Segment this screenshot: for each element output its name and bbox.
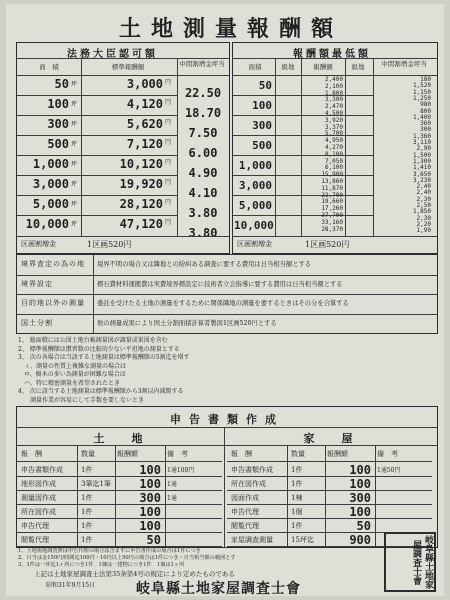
left-footer-label: 区画割増金 — [21, 240, 56, 248]
left-row-fee: 5,620 — [126, 117, 163, 131]
unit-yen: 円 — [165, 199, 172, 206]
right-fee-value: 4,270 — [324, 144, 343, 151]
rule-label: 国土分割 — [21, 318, 53, 327]
rank-label — [279, 227, 284, 234]
right-fee-value: 28,370 — [321, 225, 343, 233]
right-row-area: 5,000 — [238, 199, 272, 212]
right-add-value: 2,50 — [416, 202, 431, 209]
col-fee: 標準報酬額 — [111, 63, 145, 71]
rank-label — [279, 97, 284, 104]
bottom-note-line: 2、日当は金150円/時間迄100円・10円以上50円の場合は1件につき・日当相当額の範囲とす — [18, 555, 236, 561]
rule-text: 他の測量成果により国土分割面積計算者製図1区画520円とする — [97, 319, 277, 327]
right-add-value: 1,500 — [412, 151, 431, 159]
page-title: 土地測量報酬額 — [118, 16, 343, 42]
right-fee-value: 33,160 — [321, 218, 343, 226]
right-add-value: 1,300 — [412, 157, 431, 165]
right-add-value: 300 — [420, 126, 431, 134]
house-row-qty: 1個 — [291, 508, 303, 516]
right-fee-value: 11,870 — [321, 184, 343, 192]
left-row-area: 50 — [54, 77, 69, 91]
rule-label: 目的地以外の測量 — [21, 299, 85, 307]
house-row-qty: 15坪迄 — [291, 536, 314, 544]
right-min-fee-table — [232, 42, 438, 254]
right-table-header: 報酬額最低額 — [293, 49, 371, 60]
right-fee-value: 19,660 — [321, 198, 343, 206]
house-row-note: 1通50円 — [377, 467, 401, 474]
land-row-qty: 1件 — [81, 466, 93, 474]
col-divider — [287, 445, 288, 547]
declaration-title: 申告書類作成 — [170, 413, 284, 426]
col-r-area: 面積 — [248, 63, 262, 71]
col-divider — [115, 445, 116, 547]
left-row-add: 18.70 — [184, 106, 222, 120]
land-row-name: 閲覧代理 — [21, 536, 49, 544]
row-divider — [17, 115, 177, 116]
land-row-qty: 3筆迄1筆 — [81, 480, 111, 488]
left-row-add: 4.10 — [188, 186, 218, 200]
rank-label — [279, 104, 284, 111]
note-line: ロ、樹木の多い為測量が困難な場合は — [18, 371, 126, 378]
header-divider — [227, 461, 432, 462]
right-fee-value: 4,950 — [324, 137, 343, 145]
right-fee-value: 15,900 — [321, 171, 343, 179]
house-row-name: 図面作成 — [231, 494, 259, 502]
rank-label — [279, 186, 284, 193]
land-row-qty: 1件 — [81, 536, 93, 544]
land-col-header: 数量 — [81, 450, 95, 458]
land-row-fee: 100 — [139, 505, 161, 519]
rank-label — [279, 91, 284, 98]
house-row-qty: 1件 — [291, 480, 303, 488]
right-add-value: 2,90 — [416, 145, 431, 153]
right-add-value: 1,520 — [412, 82, 431, 90]
land-title: 土 地 — [93, 432, 151, 445]
rank-label — [279, 145, 284, 152]
unit-yen: 円 — [165, 219, 172, 226]
house-row-fee: 300 — [349, 491, 371, 505]
right-add-value: 2,40 — [416, 189, 431, 197]
row-divider — [17, 95, 177, 96]
rank-label — [279, 213, 284, 220]
row-divider — [17, 155, 177, 156]
rule-label: 境界設定 — [21, 279, 53, 288]
note-line: 4、 次に該当する土地測量は標準報酬額から3割以内減額する — [18, 388, 184, 395]
document-page — [6, 4, 444, 596]
left-row-add: 3.80 — [188, 206, 218, 220]
left-row-add: 6.00 — [188, 146, 218, 160]
unit-tsubo: 坪 — [71, 121, 78, 128]
unit-tsubo: 坪 — [71, 141, 78, 148]
right-fee-value: 3,300 — [324, 96, 343, 104]
house-row-fee: 100 — [349, 505, 371, 519]
right-fee-value: 3,920 — [324, 116, 343, 124]
rank-label — [279, 199, 284, 206]
right-add-value: 2,20 — [416, 220, 431, 228]
col-add: 中間割増金坪当 — [179, 60, 225, 68]
left-row-add: 7.50 — [188, 126, 218, 140]
land-col-header: 備 考 — [167, 450, 188, 458]
right-row-area: 50 — [258, 79, 272, 92]
col-divider — [325, 445, 326, 547]
rank-label — [279, 131, 284, 138]
note-line: 3、 次の各場合は当該する土地測量は標準報酬額の5割迄を増す — [18, 354, 190, 361]
right-add-value: 800 — [420, 107, 431, 115]
house-row-name: 申告代理 — [231, 508, 259, 516]
right-row-area: 3,000 — [238, 179, 272, 192]
unit-yen: 円 — [165, 99, 172, 106]
left-table-header: 法務大臣認可額 — [67, 49, 158, 60]
right-footer-value: 1区画520円 — [305, 240, 350, 249]
rank-label — [279, 111, 284, 118]
unit-tsubo: 坪 — [71, 81, 78, 88]
right-row-area: 300 — [252, 119, 272, 132]
rule-col-divider — [93, 255, 94, 333]
left-row-area: 3,000 — [32, 177, 69, 191]
rule-text: 標石費材料運搬費は実費境界標設定に技術者立会指導に要する費用は日当相当額とする — [97, 280, 343, 288]
col-divider — [165, 445, 166, 547]
rank-label — [279, 179, 284, 186]
rank-label — [279, 118, 284, 125]
land-row-name: 地形図作成 — [21, 480, 56, 488]
unit-tsubo: 坪 — [71, 161, 78, 168]
land-row-name: 申告代理 — [21, 522, 49, 530]
left-row-fee: 28,120 — [119, 197, 163, 211]
col-r-fee: 報酬額 — [313, 63, 333, 71]
unit-yen: 円 — [165, 79, 172, 86]
col-area: 面 積 — [39, 63, 59, 71]
rank-label — [279, 159, 284, 166]
land-row-fee: 50 — [146, 533, 161, 547]
right-row-area: 500 — [252, 139, 272, 152]
note-line: 2、 標準報酬額は慣習数の比較的少ない平坦地の測量とする — [18, 345, 180, 353]
rank-label — [279, 193, 284, 200]
unit-yen: 円 — [165, 119, 172, 126]
row-divider — [17, 135, 177, 136]
left-row-add: 4.90 — [188, 166, 218, 180]
left-row-add: 22.50 — [184, 86, 222, 100]
note-line: 測量作業が容易にして手数を要しないとき — [18, 396, 145, 404]
house-col-header: 備 考 — [377, 450, 398, 458]
right-fee-value: 4,500 — [324, 110, 343, 117]
row-divider — [17, 175, 177, 176]
unit-tsubo: 坪 — [71, 181, 78, 188]
right-add-value: 1,400 — [412, 113, 431, 121]
bottom-note-line: 3、1件は一坪迄1ヶ所につき1件 1棟は一建物につき1件 1個は1ヶ所 — [18, 562, 185, 568]
right-row-area: 100 — [252, 99, 272, 112]
house-row-fee: 900 — [349, 533, 371, 547]
right-add-value: 1,250 — [412, 94, 431, 102]
right-add-value: 2,40 — [416, 183, 431, 191]
rule-text: 委託を受けたる土地の測量をするために関係隣地の測量を要するときはその分を合算する — [97, 300, 349, 307]
row-divider — [233, 135, 373, 136]
row-divider — [233, 115, 373, 116]
house-row-fee: 100 — [349, 463, 371, 477]
header-divider — [17, 461, 222, 462]
left-row-area: 10,000 — [25, 217, 69, 231]
house-row-name: 所在図作成 — [231, 480, 266, 488]
right-fee-value: 7,050 — [324, 157, 343, 165]
left-row-area: 1,000 — [32, 157, 69, 171]
land-row-qty: 1件 — [81, 508, 93, 516]
house-col-header: 報酬額 — [327, 450, 348, 458]
row-divider — [233, 95, 373, 96]
rules-table — [16, 254, 438, 334]
date: 昭和31年9月15日 — [46, 582, 96, 589]
right-add-value: 2,30 — [416, 214, 431, 222]
house-row-qty: 1件 — [291, 466, 303, 474]
land-col-header: 報 酬 — [21, 450, 42, 458]
rule-divider — [17, 314, 437, 315]
land-row-note: 1通100円 — [167, 467, 195, 474]
col-divider — [77, 445, 78, 547]
house-row-qty: 1件 — [291, 522, 303, 530]
land-row-name: 所在図作成 — [21, 508, 56, 516]
unit-yen: 円 — [165, 139, 172, 146]
right-add-value: 1,360 — [412, 132, 431, 140]
rank-label — [279, 206, 284, 213]
right-add-value: 1,90 — [416, 227, 431, 235]
unit-tsubo: 坪 — [71, 101, 78, 108]
right-fee-value: 2,100 — [324, 82, 343, 90]
left-footer-value: 1区画520円 — [87, 240, 132, 249]
land-row-note: 1通 — [167, 495, 177, 502]
row-divider — [233, 175, 373, 176]
right-add-value: 180 — [420, 76, 431, 83]
right-fee-value: 6,100 — [324, 164, 343, 172]
note-line: 1、 総面積には公図土地台帳測量図が調量成果図を含む — [18, 337, 168, 344]
right-row-area: 1,000 — [238, 159, 272, 172]
right-fee-value: 1,800 — [324, 89, 343, 97]
land-row-fee: 300 — [139, 491, 161, 505]
unit-yen: 円 — [165, 159, 172, 166]
left-row-fee: 47,120 — [119, 217, 163, 231]
col-r-rank: 級地 — [281, 63, 295, 71]
left-row-area: 300 — [47, 117, 69, 131]
note-line: ハ、特に精密測量を希望されたとき — [18, 379, 121, 387]
right-add-value: 1,410 — [412, 164, 431, 172]
land-row-name: 測量図作成 — [21, 494, 56, 502]
house-row-qty: 1棟 — [291, 494, 303, 502]
right-add-value: 3,650 — [412, 170, 431, 178]
right-add-value: 3,230 — [412, 176, 431, 184]
right-fee-value: 2,400 — [324, 76, 343, 83]
left-row-fee: 19,920 — [119, 177, 163, 191]
right-fee-value: 5,700 — [324, 130, 343, 138]
rank-label — [279, 172, 284, 179]
rule-divider — [17, 275, 437, 276]
unit-tsubo: 坪 — [71, 201, 78, 208]
house-row-fee: 100 — [349, 477, 371, 491]
left-row-area: 5,000 — [32, 197, 69, 211]
house-col-header: 数量 — [291, 450, 305, 458]
right-add-value: 1,150 — [412, 88, 431, 96]
org-seal: 岐阜縣土地家屋調査士會 — [384, 532, 436, 592]
right-fee-value: 2,470 — [324, 103, 343, 111]
rule-label: 境界査定の為の地 — [21, 260, 85, 268]
row-divider — [233, 195, 373, 196]
right-footer-label: 区画割増金 — [237, 240, 272, 248]
right-add-value: 980 — [420, 101, 431, 109]
land-row-name: 申告書類作成 — [21, 466, 63, 474]
house-row-name: 申告書類作成 — [231, 466, 273, 474]
rule-divider — [17, 294, 437, 295]
land-row-qty: 1件 — [81, 522, 93, 530]
right-fee-value: 37,700 — [321, 212, 343, 219]
note-line: ィ、測量の性質上複雑な測量の場合は — [18, 362, 127, 370]
rule-text: 境界不明の場合又は隣地との紛糾ある調査に要する費用は日当相当額とする — [97, 261, 312, 268]
org-name: 岐阜縣土地家屋調査士會 — [136, 581, 301, 597]
declaration-table — [16, 406, 438, 548]
land-row-fee: 100 — [139, 519, 161, 533]
right-add-value: 360 — [420, 120, 431, 128]
right-fee-value: 17,260 — [321, 205, 343, 213]
left-row-fee: 10,120 — [119, 157, 163, 171]
right-fee-value: 3,370 — [324, 123, 343, 131]
right-fee-value: 22,700 — [321, 191, 343, 199]
col-r-rank2: 級地 — [351, 63, 365, 71]
land-row-fee: 100 — [139, 463, 161, 477]
right-fee-value: 8,100 — [324, 150, 343, 158]
row-divider — [233, 215, 373, 216]
land-row-note: 1通 — [167, 481, 177, 488]
house-row-name: 閲覧代理 — [231, 522, 259, 530]
rank-label — [279, 84, 284, 91]
row-divider — [17, 215, 177, 216]
house-col-header: 報 酬 — [231, 450, 252, 458]
left-row-fee: 3,000 — [126, 77, 163, 91]
rank-label — [279, 152, 284, 159]
left-row-fee: 7,120 — [126, 137, 163, 151]
closing-text: 上記は土地家屋調査士法第35条第4号の規定により定めたものである — [34, 570, 235, 578]
land-row-qty: 1件 — [81, 494, 93, 502]
rank-label — [279, 77, 284, 84]
right-add-value: 1,850 — [412, 208, 431, 216]
left-fee-table — [16, 42, 230, 254]
left-row-fee: 4,120 — [126, 97, 163, 111]
rank-label — [279, 138, 284, 145]
house-title: 家 屋 — [303, 432, 361, 445]
rank-label — [279, 165, 284, 172]
unit-yen: 円 — [165, 179, 172, 186]
col-r-add: 中間割増金坪当 — [381, 60, 427, 68]
house-row-name: 家屋調査測量 — [231, 536, 273, 544]
left-row-area: 100 — [47, 97, 69, 111]
left-row-add: 3.80 — [188, 226, 218, 240]
right-add-value: 3,110 — [412, 139, 431, 146]
bottom-note-line: 1、土地現地調査費は申告代理の場合は含まずに申告書作成の場合は1件につき — [18, 548, 201, 554]
right-fee-value: 13,860 — [321, 178, 343, 185]
land-col-header: 報酬額 — [117, 450, 138, 458]
right-add-value: 2,30 — [416, 195, 431, 203]
rank-label — [279, 125, 284, 132]
rank-label — [279, 220, 284, 227]
col-divider — [375, 445, 376, 547]
unit-tsubo: 坪 — [71, 221, 78, 228]
left-row-area: 500 — [47, 137, 69, 151]
house-row-fee: 50 — [356, 519, 371, 533]
land-row-fee: 100 — [139, 477, 161, 491]
row-divider — [233, 155, 373, 156]
right-row-area: 10,000 — [234, 219, 274, 232]
row-divider — [17, 195, 177, 196]
